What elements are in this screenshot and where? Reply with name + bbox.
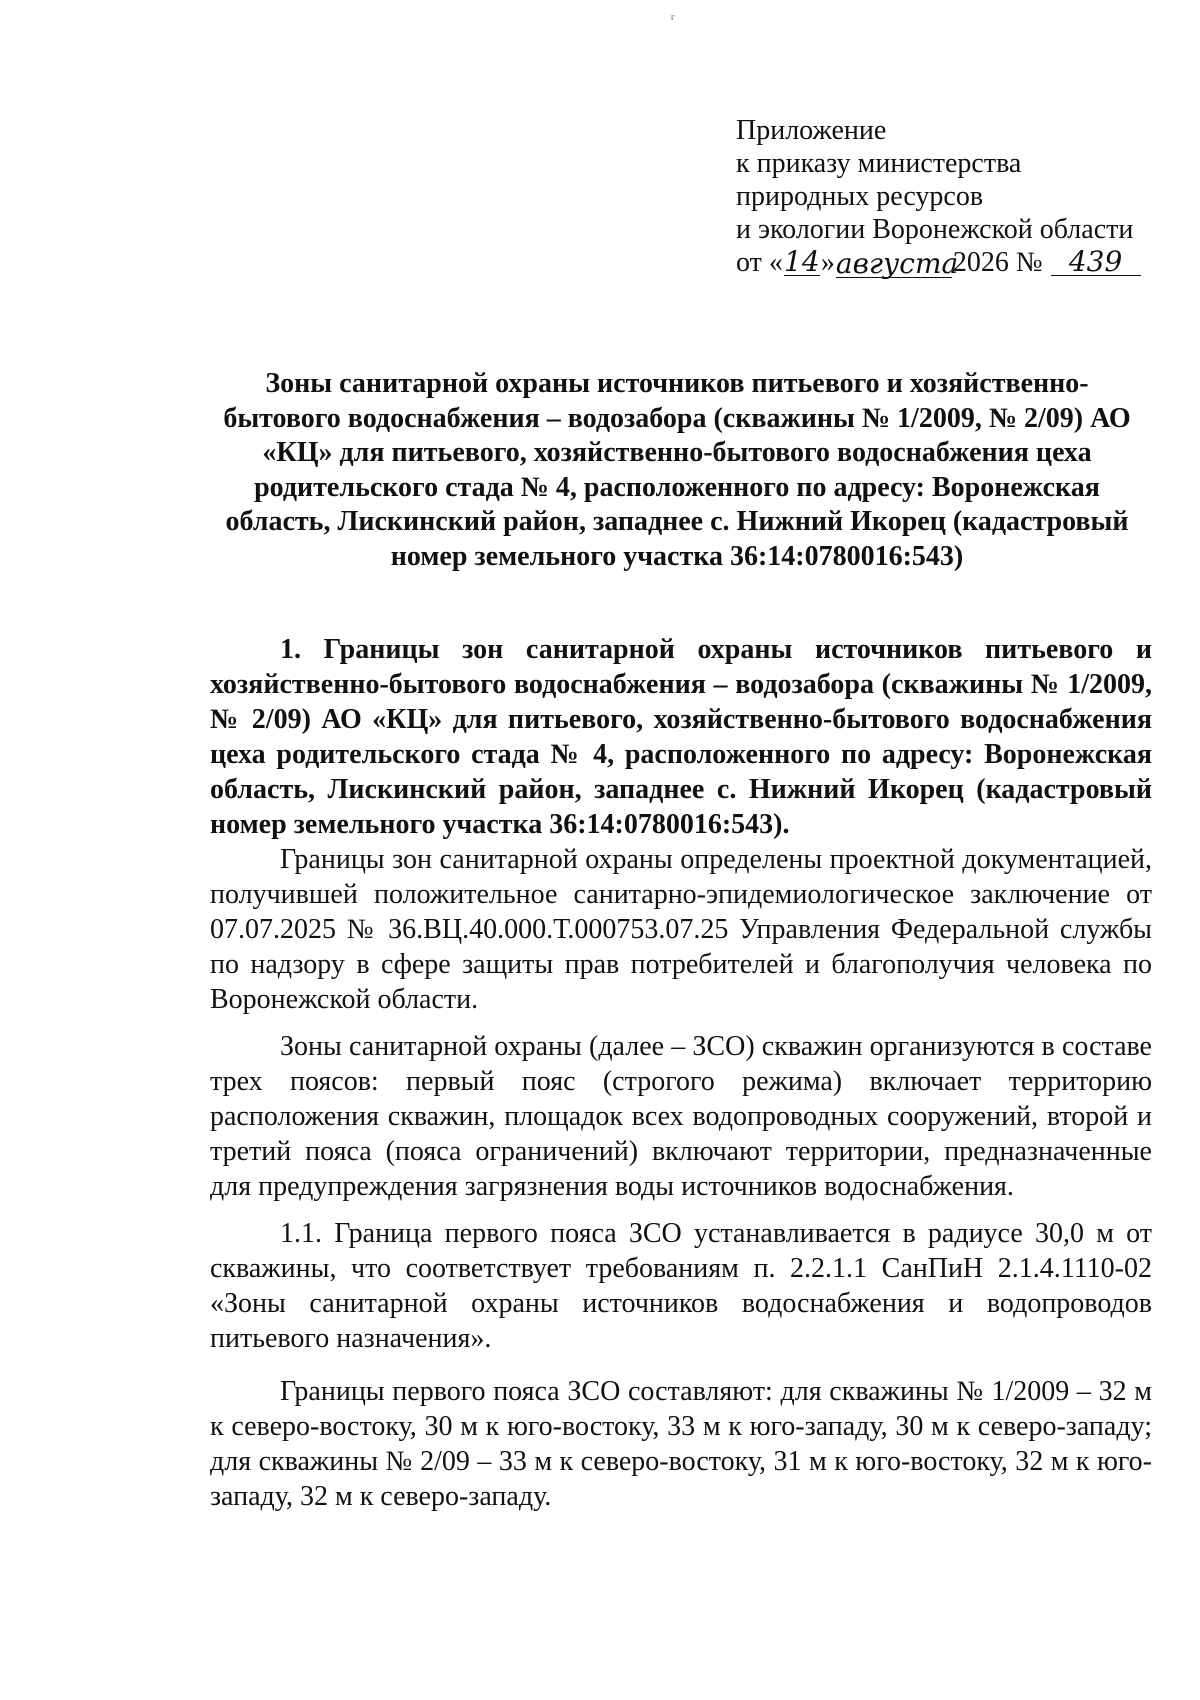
scan-mark: г (671, 12, 675, 22)
date-mid: » (820, 247, 835, 278)
appendix-line: к приказу министерства (736, 148, 1022, 179)
appendix-line: и экологии Воронежской области (736, 214, 1134, 245)
appendix-date-line (736, 246, 1141, 279)
section-heading: 1. Границы зон санитарной охраны источников питьевого и хозяйственно-бытового водоснабжения – водозабора (скважины № 1/2009, № 2/09) АО «КЦ» для питьевого, хозяйственно-бытового водоснабжения цеха родительского стада № 4, расположенного по адресу: Воронежская область, Лискинский район, западнее с. Нижний Икорец (кадастровый номер земельного участка 36:14:0780016:543). (210, 634, 1152, 840)
appendix-block (736, 114, 1141, 279)
appendix-line: Приложение (736, 115, 887, 146)
handwritten-day: 14 (784, 245, 820, 278)
document-title: Зоны санитарной охраны источников питьевого и хозяйственно-бытового водоснабжения – водозабора (скважины № 1/2009, № 2/09) АО «КЦ» для питьевого, хозяйственно-бытового водоснабжения цеха родительского стада № 4, расположенного по адресу: Воронежская область, Лискинский район, западнее с. Нижний Икорец (кадастровый номер земельного участка 36:14:0780016:543) (223, 368, 1131, 572)
date-prefix: от « (736, 247, 783, 278)
body-paragraph: 1.1. Граница первого пояса ЗСО устанавливается в радиусе 30,0 м от скважины, что соответствует требованиям п. 2.2.1.1 СанПиН 2.1.4.1110-02 «Зоны санитарной охраны источников водоснабжения и водопроводов питьевого назначения». (210, 1218, 1152, 1354)
body-paragraph: Зоны санитарной охраны (далее – ЗСО) скважин организуются в составе трех поясов: первый пояс (строгого режима) включает территорию расположения скважин, площадок всех водопроводных сооружений, второй и третий пояса (пояса ограничений) включают территории, предназначенные для предупреждения загрязнения воды источников водоснабжения. (210, 1031, 1152, 1202)
body-paragraph: Границы первого пояса ЗСО составляют: для скважины № 1/2009 – 32 м к северо-востоку, 30 м к юго-востоку, 33 м к юго-западу, 30 м к северо-западу; для скважины № 2/09 – 33 м к северо-востоку, 31 м к юго-востоку, 32 м к юго-западу, 32 м к северо-западу. (210, 1376, 1152, 1512)
body-paragraph: Границы зон санитарной охраны определены проектной документацией, получившей положительное санитарно-эпидемиологическое заключение от 07.07.2025 № 36.ВЦ.40.000.Т.000753.07.25 Управления Федеральной службы по надзору в сфере защиты прав потребителей и благополучия человека по Воронежской области. (210, 844, 1152, 1015)
handwritten-month: августа (835, 247, 959, 280)
appendix-line: природных ресурсов (736, 181, 984, 212)
date-year: 2026 № (952, 247, 1043, 278)
document-body (210, 632, 1152, 1514)
handwritten-number: 439 (1051, 249, 1141, 276)
